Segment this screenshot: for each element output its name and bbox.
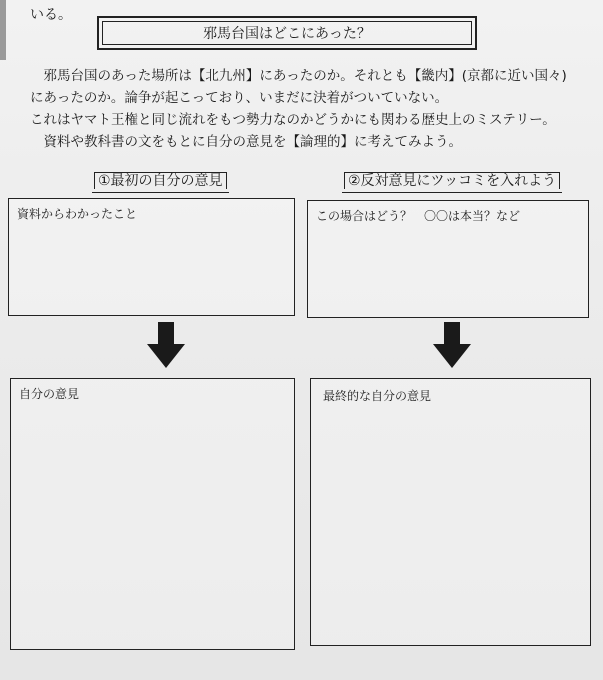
section-1-heading-text: ①最初の自分の意見 [94,172,227,189]
section-2-heading-text: ②反対意見にツッコミを入れよう [344,172,560,189]
paragraph-line-4: 資料や教科書の文をもとに自分の意見を【論理的】に考えてみよう。 [30,134,462,150]
counter-argument-label: この場合はどう？ 〇〇は本当？など [316,209,521,223]
top-text-fragment: いる。 [30,7,72,23]
paragraph-line-3: これはヤマト王権と同じ流れをもつ勢力なのかどうかにも関わる歴史上のミステリー。 [30,112,556,128]
paragraph-line-1: 邪馬台国のあった場所は【北九州】にあったのか。それとも【畿内】(京都に近い国々) [30,68,567,84]
down-arrow-icon [433,322,471,370]
title-frame [97,16,477,50]
down-arrow-icon [147,322,185,370]
facts-from-sources-box[interactable] [8,198,295,316]
paragraph-line-2: にあったのか。論争が起こっており、いまだに決着がついていない。 [30,90,449,106]
final-opinion-box[interactable] [310,378,591,646]
facts-from-sources-label: 資料からわかったこと [17,207,138,221]
final-opinion-label: 最終的な自分の意見 [323,389,432,403]
section-2-heading [342,170,562,193]
own-opinion-box[interactable] [10,378,295,650]
page-edge-shadow [0,0,6,60]
counter-argument-box[interactable] [307,200,589,318]
own-opinion-label: 自分の意見 [19,387,80,401]
section-1-heading [92,170,229,193]
page-title: 邪馬台国はどこにあった？ [102,21,472,45]
